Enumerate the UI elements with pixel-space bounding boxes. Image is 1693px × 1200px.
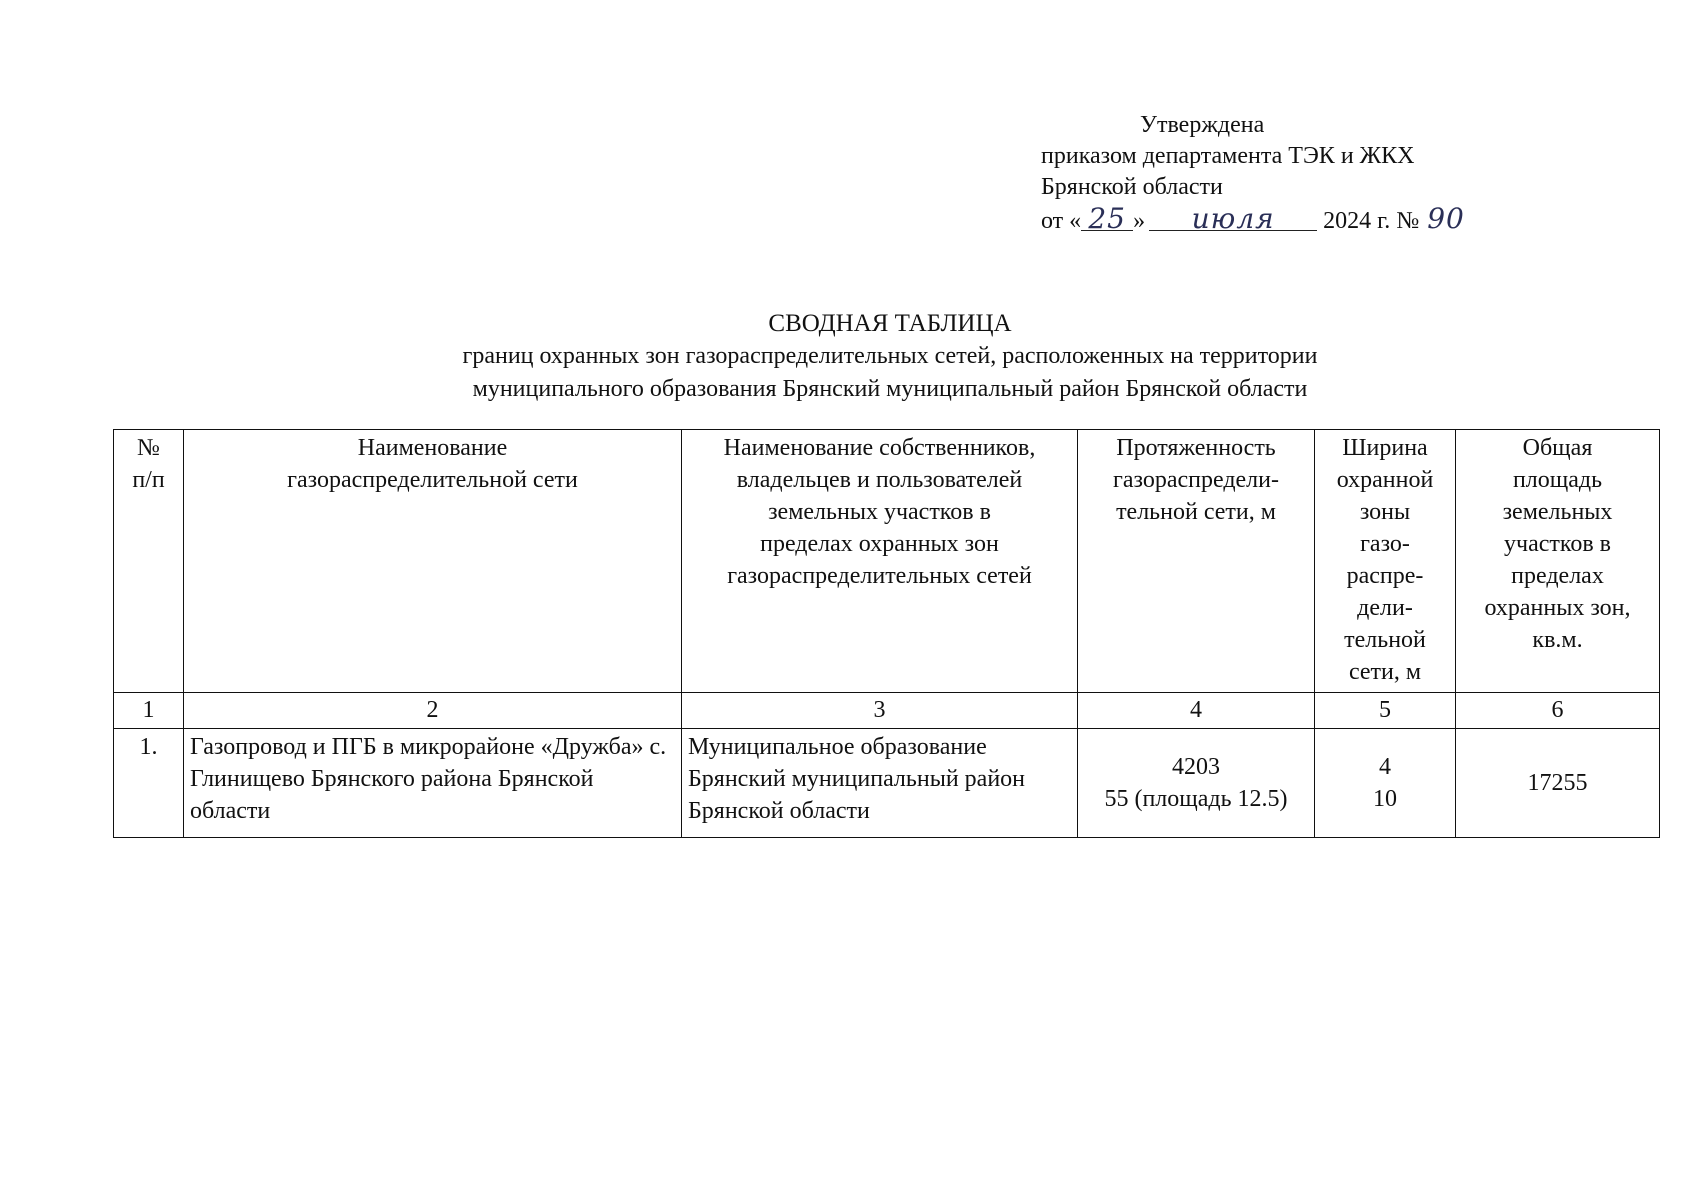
row-number: 1. xyxy=(114,729,184,838)
document-subtitle-line-1: границ охранных зон газораспределительных сетей, расположенных на территории xyxy=(462,343,1318,369)
number-sign: № xyxy=(1396,208,1420,234)
summary-table xyxy=(113,429,1660,838)
column-number: 2 xyxy=(184,693,682,729)
row-owners: Муниципальное образование Брянский муниципальный район Брянской области xyxy=(682,729,1078,838)
row-width xyxy=(1315,729,1456,838)
date-year: 2024 г. xyxy=(1323,208,1391,234)
header-number: № п/п xyxy=(114,430,184,693)
column-number: 5 xyxy=(1315,693,1456,729)
table-row xyxy=(114,729,1660,838)
header-owners: Наименование собственников, владельцев и пользователей земельных участков в пределах охранных зон газораспределительных сетей xyxy=(682,430,1078,693)
row-length-value-2: 55 (площадь 12.5) xyxy=(1104,786,1288,812)
column-number: 3 xyxy=(682,693,1078,729)
approval-heading: Утверждена xyxy=(1140,112,1265,138)
header-width: Ширина охранной зоны газо- распре- дели- тельной сети, м xyxy=(1315,430,1456,693)
column-number: 6 xyxy=(1456,693,1660,729)
date-mid: » xyxy=(1133,208,1146,234)
column-number: 1 xyxy=(114,693,184,729)
header-network-name: Наименование газораспределительной сети xyxy=(184,430,682,693)
row-width-value-2: 10 xyxy=(1373,786,1397,812)
document-title-block xyxy=(0,307,1693,406)
document-subtitle-line-2: муниципального образования Брянский муниципальный район Брянской области xyxy=(472,376,1308,402)
row-length-value-1: 4203 xyxy=(1172,754,1220,780)
header-total-area: Общая площадь земельных участков в пределах охранных зон, кв.м. xyxy=(1456,430,1660,693)
table-header-row xyxy=(114,430,1660,693)
approval-order-line: приказом департамента ТЭК и ЖКХ xyxy=(1041,143,1415,169)
row-length xyxy=(1078,729,1315,838)
handwritten-month: июля xyxy=(1149,208,1317,231)
approval-block xyxy=(1041,110,1601,237)
row-total-area: 17255 xyxy=(1456,729,1660,838)
column-number: 4 xyxy=(1078,693,1315,729)
approval-region-line: Брянской области xyxy=(1041,174,1223,200)
column-number-row xyxy=(114,693,1660,729)
date-prefix: от « xyxy=(1041,208,1082,234)
row-network-name: Газопровод и ПГБ в микрорайоне «Дружба» с. Глинищево Брянского района Брянской области xyxy=(184,729,682,838)
approval-date-line xyxy=(1041,203,1601,237)
row-width-value-1: 4 xyxy=(1379,754,1391,780)
handwritten-order-number: 90 xyxy=(1427,202,1465,235)
document-title: СВОДНАЯ ТАБЛИЦА xyxy=(768,310,1012,337)
header-length: Протяженность газораспредели- тельной сети, м xyxy=(1078,430,1315,693)
handwritten-day: 25 xyxy=(1081,208,1133,231)
